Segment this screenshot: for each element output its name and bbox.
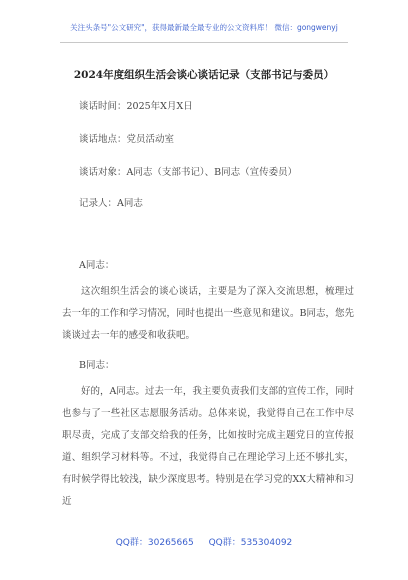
header-divider: [60, 42, 348, 43]
qq-group-2: QQ群：535304092: [208, 538, 293, 548]
meta-participants: 谈话对象：A同志（支部书记）、B同志（宣传委员）: [79, 167, 298, 178]
speaker-label: A同志：: [79, 260, 115, 271]
qq-group-1: QQ群：30265665: [115, 538, 194, 548]
meta-time: 谈话时间：2025年X月X日: [79, 101, 193, 112]
footer-qq-groups: [0, 535, 408, 548]
dialogue-paragraph: 这次组织生活会的谈心谈话，主要是为了深入交流思想，梳理过去一年的工作和学习情况，同时也提出一些意见和建议。B同志，您先谈谈过去一年的感受和收获吧。: [62, 286, 354, 341]
speaker-label: B同志：: [79, 360, 115, 371]
document-title: 2024年度组织生活会谈心谈话记录（支部书记与委员）: [73, 69, 335, 81]
meta-place: 谈话地点：党员活动室: [79, 134, 175, 145]
header-banner: 关注头条号"公文研究"，获得最新最全最专业的公文资料库！ 微信：gongwenyj: [70, 23, 338, 32]
meta-recorder: 记录人：A同志: [79, 198, 143, 209]
dialogue-paragraph: 好的，A同志。过去一年，我主要负责我们支部的宣传工作，同时也参与了一些社区志愿服务活动。总体来说，我觉得自己在工作中尽职尽责，完成了支部交给我的任务，比如按时完成主题党日的宣传报道、组织学习材料等。不过，我觉得自己在理论学习上还不够扎实，有时候学得比较浅，缺少深度思考。特别是在学习党的XX大精神和习近: [62, 386, 354, 507]
